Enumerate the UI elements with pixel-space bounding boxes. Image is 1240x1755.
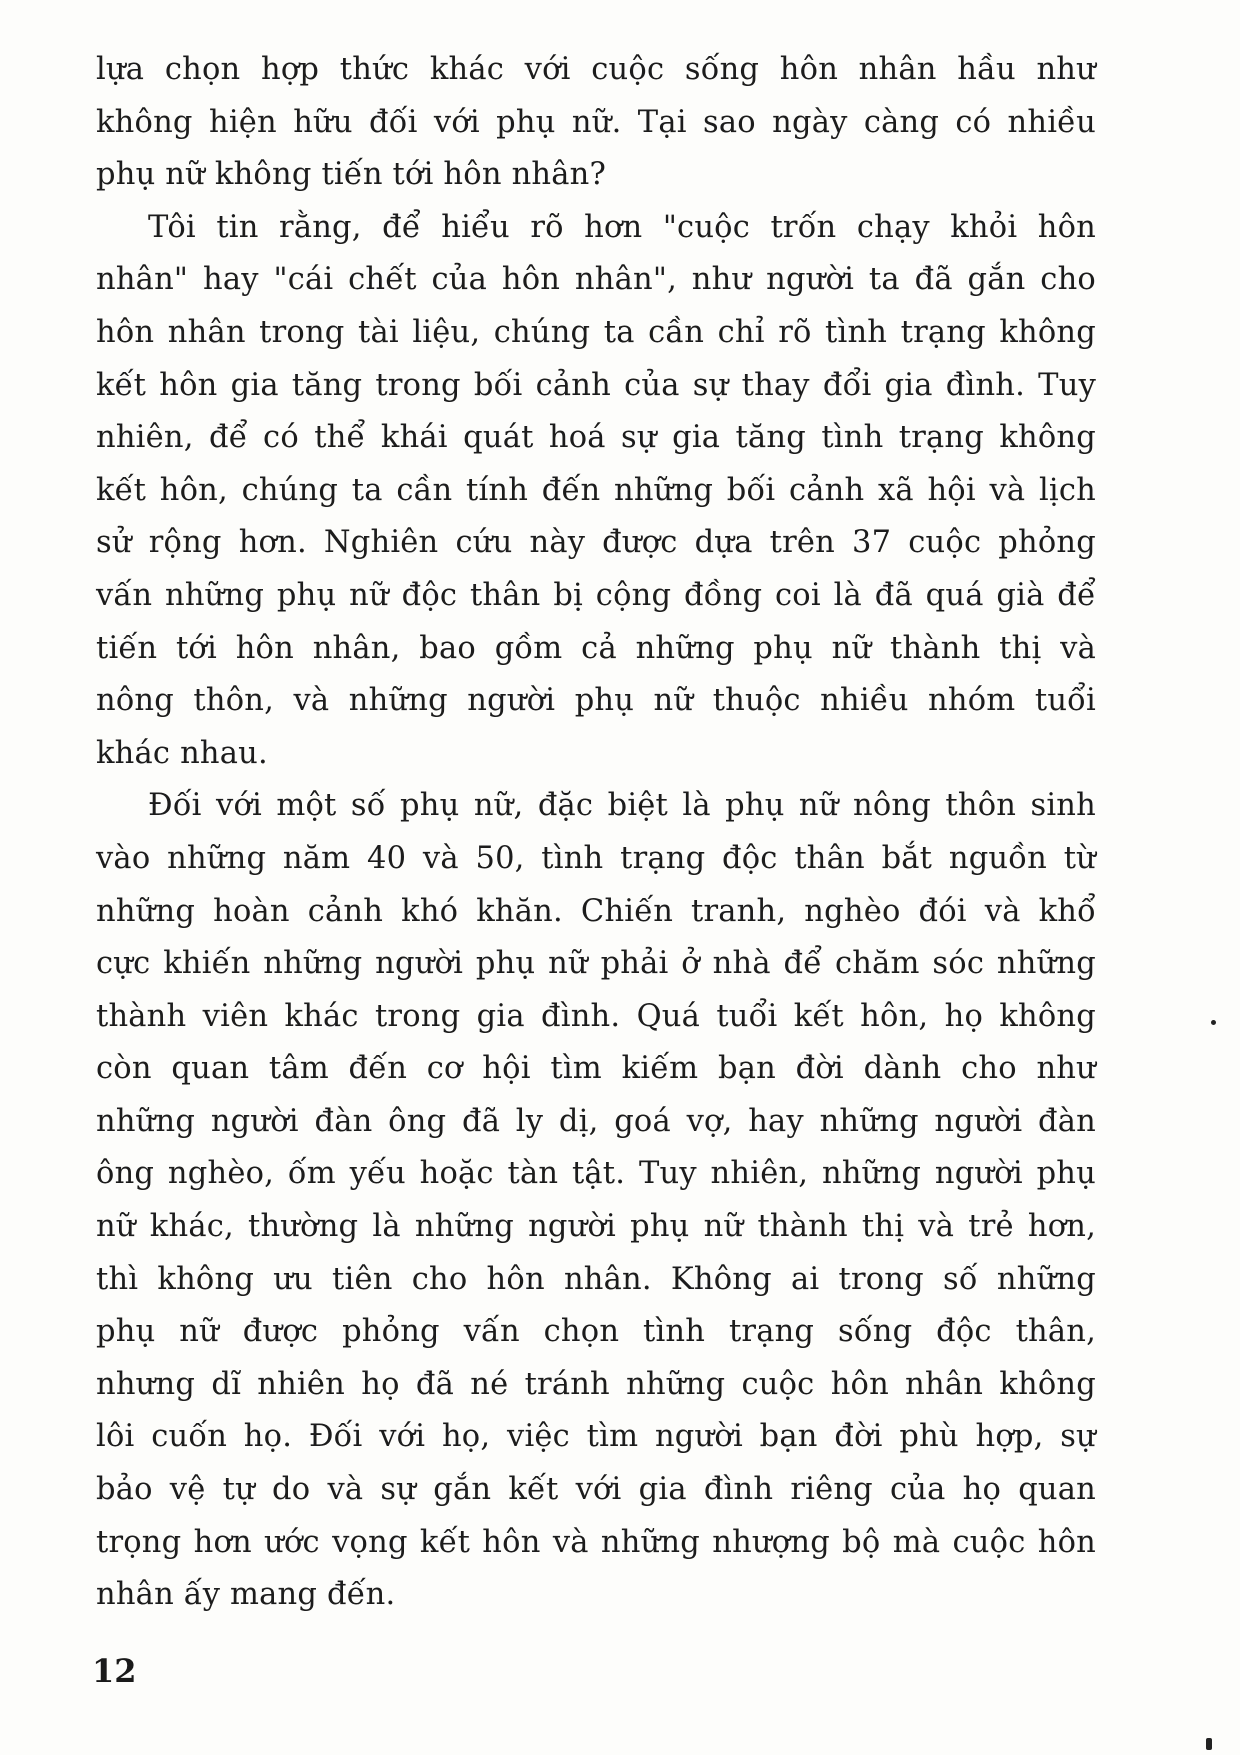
text-line-10: sử rộng hơn. Nghiên cứu này được dựa trên 37 cuộc phỏng bbox=[96, 525, 1096, 561]
body-text bbox=[96, 44, 1096, 1622]
text-line-22: ông nghèo, ốm yếu hoặc tàn tật. Tuy nhiên, những người phụ bbox=[96, 1156, 1096, 1192]
text-line-3: phụ nữ không tiến tới hôn nhân? bbox=[96, 157, 607, 193]
page-number: 12 bbox=[92, 1652, 137, 1690]
text-line-29: trọng hơn ước vọng kết hôn và những nhượng bộ mà cuộc hôn bbox=[96, 1524, 1096, 1560]
text-line-11: vấn những phụ nữ độc thân bị cộng đồng coi là đã quá già để bbox=[96, 577, 1096, 613]
text-line-1: lựa chọn hợp thức khác với cuộc sống hôn nhân hầu như bbox=[96, 52, 1096, 87]
text-line-24: thì không ưu tiên cho hôn nhân. Không ai trong số những bbox=[96, 1261, 1096, 1297]
text-line-23: nữ khác, thường là những người phụ nữ thành thị và trẻ hơn, bbox=[96, 1209, 1096, 1245]
text-line-26: nhưng dĩ nhiên họ đã né tránh những cuộc hôn nhân không bbox=[96, 1366, 1096, 1402]
text-line-17: những hoàn cảnh khó khăn. Chiến tranh, nghèo đói và khổ bbox=[96, 893, 1096, 929]
text-line-6: hôn nhân trong tài liệu, chúng ta cần chỉ rõ tình trạng không bbox=[96, 314, 1096, 350]
text-line-15: Đối với một số phụ nữ, đặc biệt là phụ nữ nông thôn sinh bbox=[148, 788, 1096, 824]
text-line-7: kết hôn gia tăng trong bối cảnh của sự thay đổi gia đình. Tuy bbox=[96, 367, 1096, 403]
text-line-20: còn quan tâm đến cơ hội tìm kiếm bạn đời dành cho như bbox=[96, 1051, 1096, 1087]
text-line-14: khác nhau. bbox=[96, 735, 268, 771]
text-line-4: Tôi tin rằng, để hiểu rõ hơn "cuộc trốn chạy khỏi hôn bbox=[148, 209, 1096, 245]
scan-speck bbox=[1206, 1738, 1212, 1750]
text-line-12: tiến tới hôn nhân, bao gồm cả những phụ nữ thành thị và bbox=[96, 630, 1096, 666]
text-line-8: nhiên, để có thể khái quát hoá sự gia tăng tình trạng không bbox=[96, 420, 1096, 456]
text-line-13: nông thôn, và những người phụ nữ thuộc nhiều nhóm tuổi bbox=[96, 683, 1096, 719]
text-line-27: lôi cuốn họ. Đối với họ, việc tìm người bạn đời phù hợp, sự bbox=[96, 1419, 1096, 1455]
scan-speck bbox=[1211, 1020, 1216, 1025]
text-line-2: không hiện hữu đối với phụ nữ. Tại sao ngày càng có nhiều bbox=[96, 104, 1096, 140]
text-line-25: phụ nữ được phỏng vấn chọn tình trạng sống độc thân, bbox=[96, 1314, 1096, 1350]
text-line-18: cực khiến những người phụ nữ phải ở nhà để chăm sóc những bbox=[96, 946, 1096, 982]
text-line-28: bảo vệ tự do và sự gắn kết với gia đình riêng của họ quan bbox=[96, 1472, 1096, 1508]
text-line-19: thành viên khác trong gia đình. Quá tuổi kết hôn, họ không bbox=[96, 998, 1096, 1034]
text-line-5: nhân" hay "cái chết của hôn nhân", như người ta đã gắn cho bbox=[96, 262, 1096, 298]
text-line-9: kết hôn, chúng ta cần tính đến những bối cảnh xã hội và lịch bbox=[96, 472, 1096, 508]
text-line-21: những người đàn ông đã ly dị, goá vợ, hay những người đàn bbox=[96, 1103, 1096, 1139]
text-line-16: vào những năm 40 và 50, tình trạng độc thân bắt nguồn từ bbox=[96, 840, 1096, 876]
text-line-30: nhân ấy mang đến. bbox=[96, 1577, 396, 1613]
